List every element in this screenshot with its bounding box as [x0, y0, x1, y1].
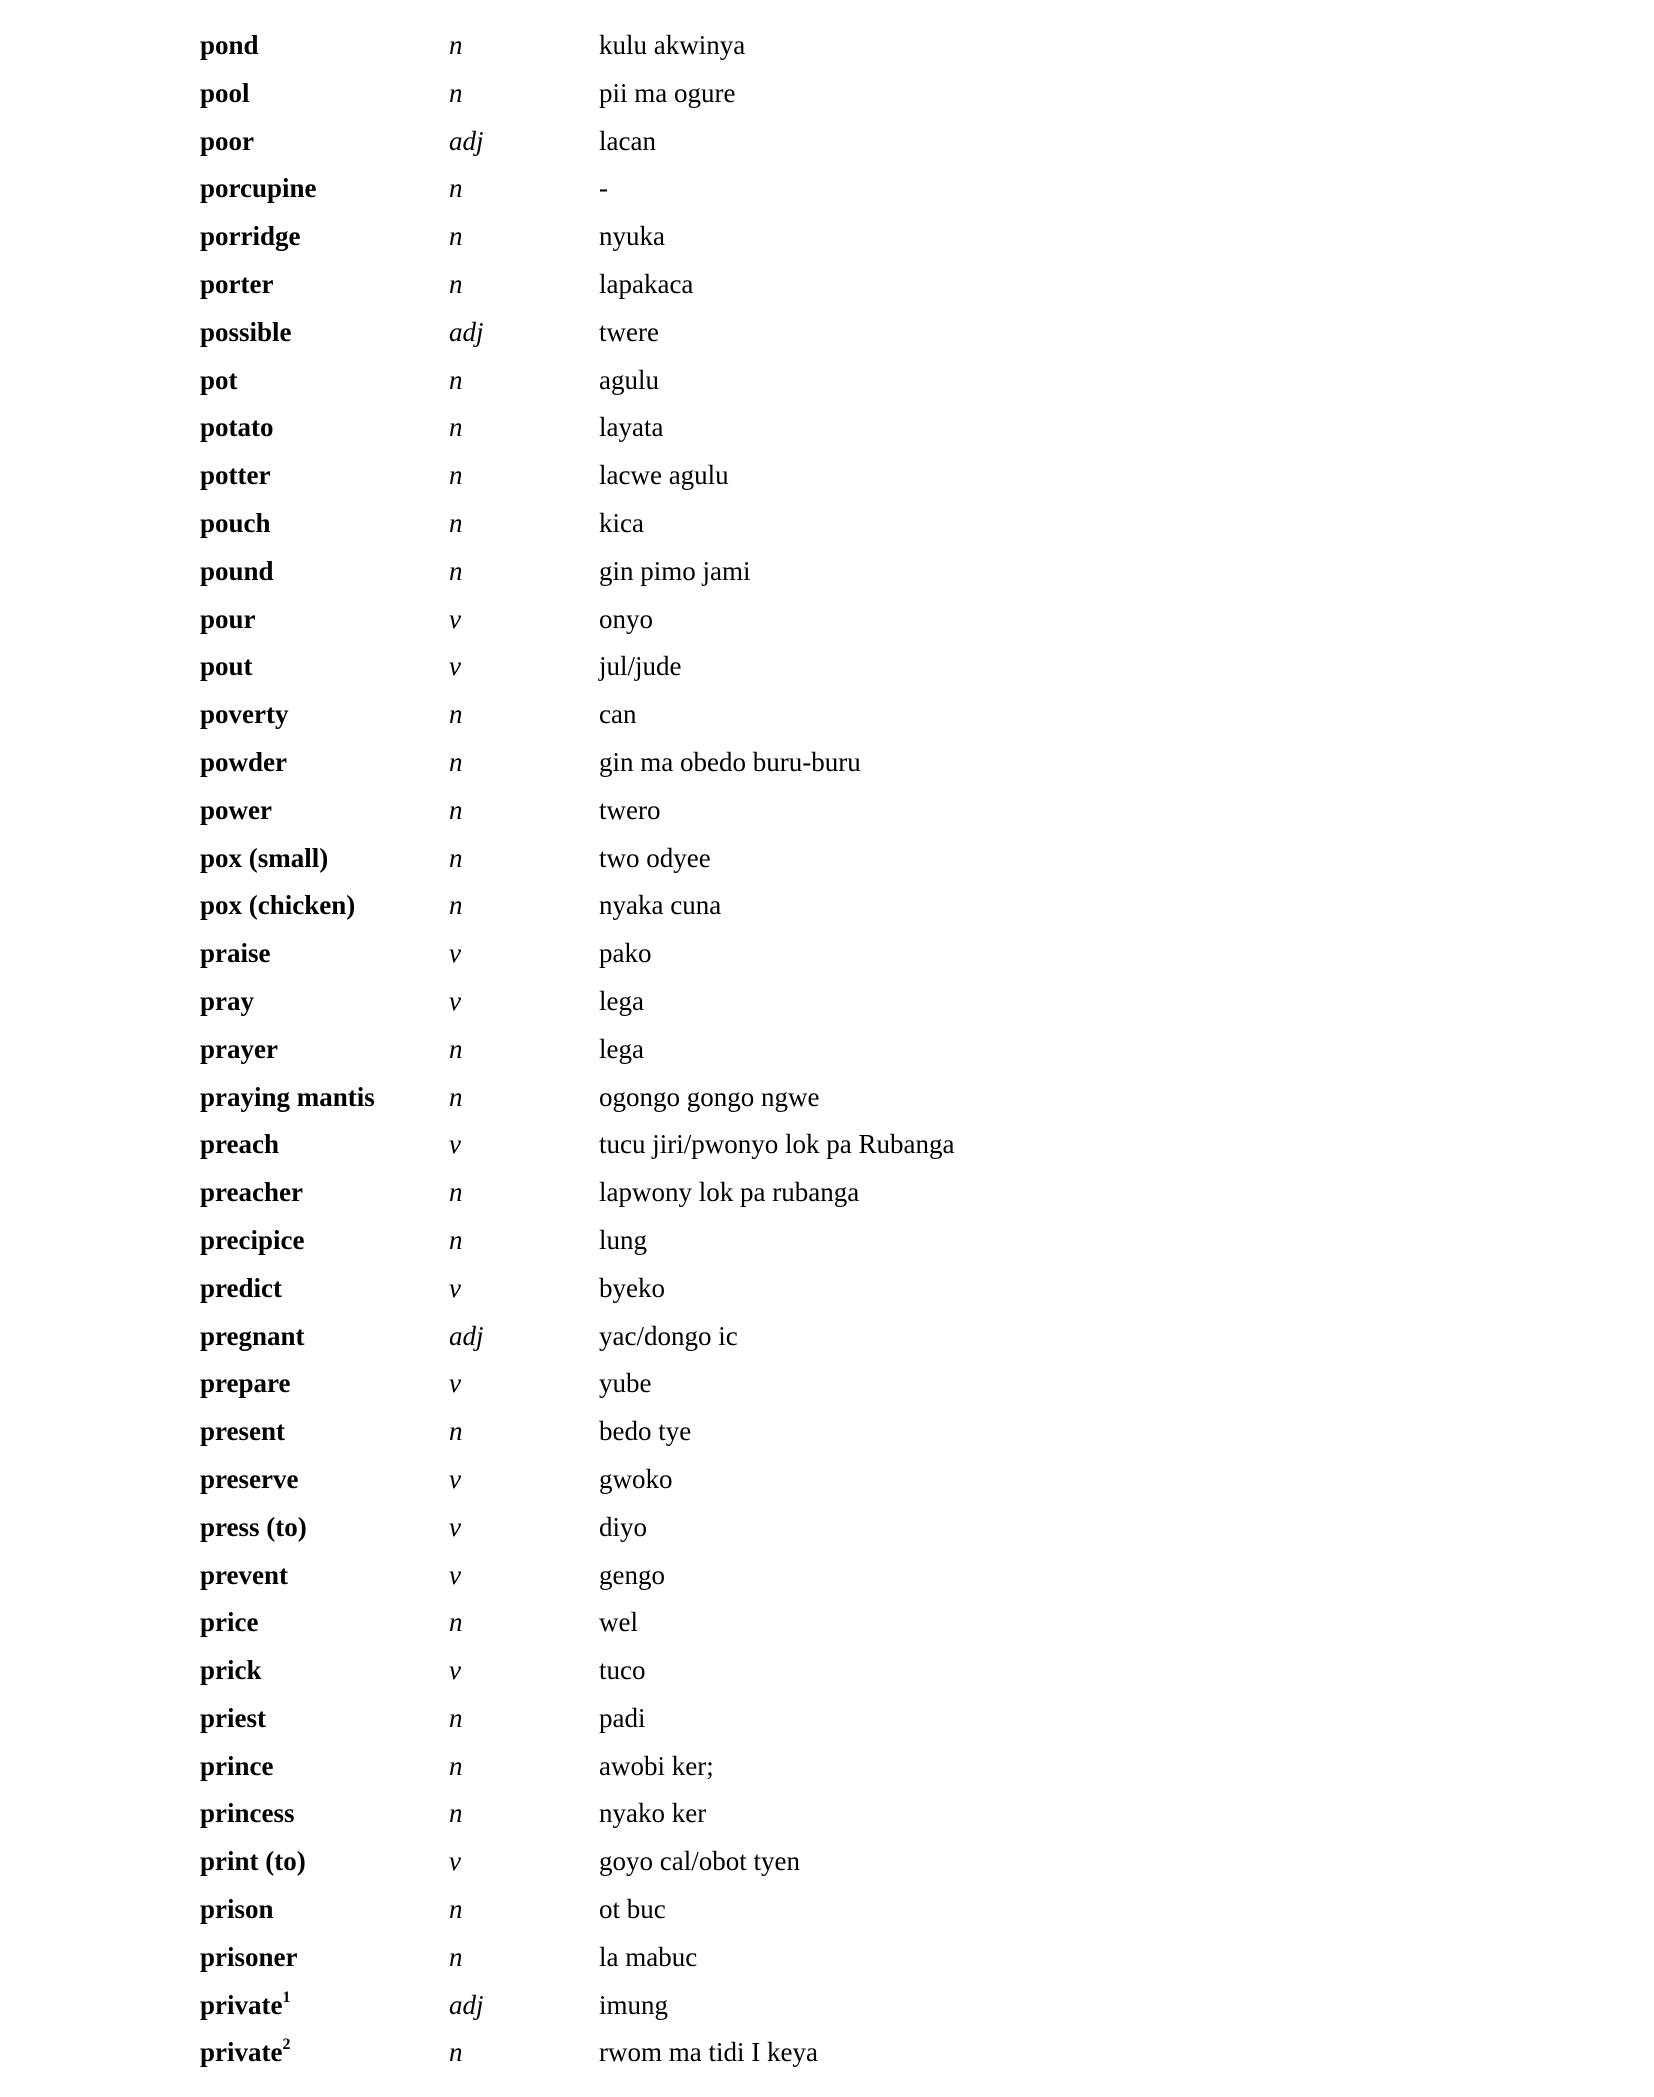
entry-translation: gengo: [599, 1559, 665, 1590]
part-of-speech: n: [449, 699, 463, 730]
headword-text: preserve: [200, 1463, 299, 1494]
headword-text: pregnant: [200, 1320, 305, 1351]
entry-translation: diyo: [599, 1511, 648, 1542]
headword-text: prince: [200, 1750, 274, 1781]
headword-text: power: [200, 794, 272, 825]
headword-text: press (to): [200, 1511, 307, 1542]
entry-headword: [200, 1074, 449, 1122]
part-of-speech: n: [449, 555, 463, 586]
part-of-speech: v: [449, 1129, 461, 1160]
entry-translation: lacwe agulu: [599, 460, 729, 491]
entry-translation: onyo: [599, 603, 653, 634]
dictionary-entry: [200, 1934, 1500, 1982]
entry-headword: [200, 1360, 449, 1408]
headword-text: porter: [200, 268, 274, 299]
part-of-speech: v: [449, 1272, 461, 1303]
homonym-number: 1: [282, 1988, 291, 2006]
part-of-speech: n: [449, 1702, 463, 1733]
part-of-speech: n: [449, 1798, 463, 1829]
part-of-speech: n: [449, 842, 463, 873]
part-of-speech: v: [449, 651, 461, 682]
entry-translation: agulu: [599, 364, 659, 395]
entry-headword: [200, 309, 449, 357]
part-of-speech: n: [449, 1033, 463, 1064]
headword-text: preacher: [200, 1177, 303, 1208]
dictionary-entry: [200, 1886, 1500, 1934]
part-of-speech: n: [449, 2037, 463, 2068]
entry-translation: yube: [599, 1368, 652, 1399]
headword-text: praise: [200, 938, 271, 969]
headword-text: prepare: [200, 1368, 291, 1399]
headword-text: precipice: [200, 1224, 305, 1255]
entry-headword: [200, 1217, 449, 1265]
entry-translation: ogongo gongo ngwe: [599, 1081, 820, 1112]
headword-text: prison: [200, 1894, 274, 1925]
headword-text: prayer: [200, 1033, 278, 1064]
dictionary-entry: [200, 309, 1500, 357]
dictionary-entry: [200, 1599, 1500, 1647]
part-of-speech: n: [449, 221, 463, 252]
entry-headword: [200, 118, 449, 166]
entry-headword: [200, 1934, 449, 1982]
entry-translation: two odyee: [599, 842, 711, 873]
dictionary-entry: [200, 1552, 1500, 1600]
dictionary-entry: [200, 452, 1500, 500]
headword-text: prick: [200, 1655, 262, 1686]
headword-text: pool: [200, 77, 250, 108]
entry-translation: yac/dongo ic: [599, 1320, 738, 1351]
entry-translation: kica: [599, 507, 644, 538]
entry-headword: [200, 22, 449, 70]
entry-translation: nyuka: [599, 221, 665, 252]
entry-translation: awobi ker;: [599, 1750, 714, 1781]
headword-text: present: [200, 1416, 285, 1447]
entry-translation: tuco: [599, 1655, 646, 1686]
entry-headword: [200, 357, 449, 405]
entry-translation: byeko: [599, 1272, 665, 1303]
dictionary-entry: [200, 1743, 1500, 1791]
dictionary-entry: [200, 930, 1500, 978]
entry-translation: lega: [599, 985, 644, 1016]
headword-text: pour: [200, 603, 256, 634]
entry-headword: [200, 739, 449, 787]
dictionary-entry: [200, 2029, 1500, 2077]
dictionary-entry: [200, 1360, 1500, 1408]
entry-translation: -: [599, 173, 608, 204]
part-of-speech: adj: [449, 316, 484, 347]
dictionary-entry: [200, 787, 1500, 835]
entry-headword: [200, 978, 449, 1026]
entry-headword: [200, 1647, 449, 1695]
part-of-speech: n: [449, 1081, 463, 1112]
headword-text: pouch: [200, 507, 271, 538]
entry-translation: layata: [599, 412, 664, 443]
entry-translation: lega: [599, 1033, 644, 1064]
headword-text: porcupine: [200, 173, 317, 204]
entry-headword: [200, 452, 449, 500]
entry-translation: imung: [599, 1989, 669, 2020]
entry-headword: [200, 596, 449, 644]
headword-text: predict: [200, 1272, 282, 1303]
dictionary-entry: [200, 357, 1500, 405]
part-of-speech: n: [449, 1607, 463, 1638]
entry-headword: [200, 691, 449, 739]
headword-text: pray: [200, 985, 254, 1016]
headword-text: preach: [200, 1129, 279, 1160]
part-of-speech: v: [449, 1846, 461, 1877]
dictionary-entry: [200, 1408, 1500, 1456]
headword-text: possible: [200, 316, 292, 347]
entry-translation: gin ma obedo buru-buru: [599, 746, 861, 777]
entry-headword: [200, 548, 449, 596]
dictionary-entry: [200, 1790, 1500, 1838]
part-of-speech: v: [449, 938, 461, 969]
dictionary-entry: [200, 739, 1500, 787]
entry-headword: [200, 1408, 449, 1456]
entry-translation: padi: [599, 1702, 646, 1733]
part-of-speech: n: [449, 173, 463, 204]
entry-translation: lapakaca: [599, 268, 694, 299]
headword-text: private: [200, 2037, 283, 2068]
entry-translation: bedo tye: [599, 1416, 692, 1447]
part-of-speech: n: [449, 30, 463, 60]
entry-translation: gwoko: [599, 1463, 673, 1494]
dictionary-entry: [200, 118, 1500, 166]
part-of-speech: v: [449, 985, 461, 1016]
entry-translation: goyo cal/obot tyen: [599, 1846, 800, 1877]
dictionary-entry: [200, 22, 1500, 70]
entry-translation: tucu jiri/pwonyo lok pa Rubanga: [599, 1129, 955, 1160]
dictionary-entry: [200, 1695, 1500, 1743]
entry-translation: la mabuc: [599, 1941, 698, 1972]
dictionary-entry: [200, 643, 1500, 691]
dictionary-entry: [200, 1647, 1500, 1695]
headword-text: poor: [200, 125, 254, 156]
part-of-speech: v: [449, 603, 461, 634]
headword-text: pond: [200, 30, 259, 60]
entry-translation: gin pimo jami: [599, 555, 751, 586]
dictionary-entry: [200, 261, 1500, 309]
entry-headword: [200, 1790, 449, 1838]
headword-text: prevent: [200, 1559, 288, 1590]
part-of-speech: n: [449, 1177, 463, 1208]
entry-headword: [200, 500, 449, 548]
part-of-speech: n: [449, 890, 463, 921]
headword-text: pot: [200, 364, 238, 395]
dictionary-entry: [200, 1456, 1500, 1504]
entry-translation: nyaka cuna: [599, 890, 722, 921]
entry-headword: [200, 1313, 449, 1361]
entry-headword: [200, 1169, 449, 1217]
part-of-speech: n: [449, 507, 463, 538]
entry-headword: [200, 1838, 449, 1886]
entry-headword: [200, 404, 449, 452]
dictionary-entry: [200, 213, 1500, 261]
entry-headword: [200, 930, 449, 978]
part-of-speech: v: [449, 1511, 461, 1542]
entry-headword: [200, 213, 449, 261]
dictionary-entry: [200, 1313, 1500, 1361]
headword-text: priest: [200, 1702, 266, 1733]
entry-headword: [200, 1121, 449, 1169]
entry-translation: ot buc: [599, 1894, 666, 1925]
dictionary-entry: [200, 165, 1500, 213]
headword-text: potter: [200, 460, 271, 491]
dictionary-entry: [200, 404, 1500, 452]
part-of-speech: n: [449, 412, 463, 443]
entry-translation: pako: [599, 938, 652, 969]
entry-headword: [200, 70, 449, 118]
part-of-speech: n: [449, 77, 463, 108]
part-of-speech: n: [449, 1894, 463, 1925]
part-of-speech: n: [449, 268, 463, 299]
dictionary-entry: [200, 882, 1500, 930]
entry-translation: lacan: [599, 125, 656, 156]
dictionary-entry: [200, 691, 1500, 739]
entry-translation: jul/jude: [599, 651, 682, 682]
entry-headword: [200, 1982, 449, 2030]
entry-translation: pii ma ogure: [599, 77, 736, 108]
entry-headword: [200, 2029, 449, 2077]
part-of-speech: adj: [449, 1320, 484, 1351]
dictionary-entry: [200, 978, 1500, 1026]
part-of-speech: v: [449, 1559, 461, 1590]
dictionary-entry: [200, 1169, 1500, 1217]
entry-headword: [200, 1886, 449, 1934]
entry-headword: [200, 165, 449, 213]
entry-translation: lapwony lok pa rubanga: [599, 1177, 860, 1208]
homonym-number: 2: [282, 2036, 291, 2054]
dictionary-entry: [200, 1026, 1500, 1074]
part-of-speech: n: [449, 1941, 463, 1972]
part-of-speech: v: [449, 1368, 461, 1399]
dictionary-entry: [200, 596, 1500, 644]
entry-translation: twere: [599, 316, 659, 347]
headword-text: potato: [200, 412, 274, 443]
dictionary-entry: [200, 1504, 1500, 1552]
part-of-speech: n: [449, 1416, 463, 1447]
headword-text: pound: [200, 555, 274, 586]
part-of-speech: adj: [449, 1989, 484, 2020]
dictionary-entry: [200, 835, 1500, 883]
dictionary-entry: [200, 1838, 1500, 1886]
part-of-speech: adj: [449, 125, 484, 156]
entry-headword: [200, 1552, 449, 1600]
dictionary-entry: [200, 1121, 1500, 1169]
part-of-speech: n: [449, 1750, 463, 1781]
dictionary-entry: [200, 1217, 1500, 1265]
entry-translation: kulu akwinya: [599, 30, 746, 60]
dictionary-entry: [200, 548, 1500, 596]
headword-text: pox (small): [200, 842, 329, 873]
entry-headword: [200, 1456, 449, 1504]
headword-text: private: [200, 1989, 283, 2020]
entry-headword: [200, 643, 449, 691]
headword-text: prisoner: [200, 1941, 298, 1972]
part-of-speech: n: [449, 794, 463, 825]
part-of-speech: n: [449, 1224, 463, 1255]
entry-translation: rwom ma tidi I keya: [599, 2037, 818, 2068]
part-of-speech: n: [449, 746, 463, 777]
dictionary-entry-list: [200, 22, 1500, 2077]
part-of-speech: n: [449, 364, 463, 395]
entry-headword: [200, 1265, 449, 1313]
entry-translation: lung: [599, 1224, 648, 1255]
part-of-speech: v: [449, 1655, 461, 1686]
entry-headword: [200, 261, 449, 309]
dictionary-entry: [200, 1265, 1500, 1313]
entry-translation: twero: [599, 794, 661, 825]
headword-text: price: [200, 1607, 259, 1638]
entry-headword: [200, 1695, 449, 1743]
headword-text: pox (chicken): [200, 890, 356, 921]
entry-headword: [200, 1599, 449, 1647]
headword-text: princess: [200, 1798, 295, 1829]
dictionary-entry: [200, 1982, 1500, 2030]
headword-text: poverty: [200, 699, 289, 730]
dictionary-entry: [200, 500, 1500, 548]
headword-text: porridge: [200, 221, 301, 252]
entry-headword: [200, 882, 449, 930]
headword-text: praying mantis: [200, 1081, 375, 1112]
entry-headword: [200, 835, 449, 883]
entry-headword: [200, 1743, 449, 1791]
headword-text: powder: [200, 746, 287, 777]
dictionary-entry: [200, 70, 1500, 118]
dictionary-entry: [200, 1074, 1500, 1122]
part-of-speech: n: [449, 460, 463, 491]
part-of-speech: v: [449, 1463, 461, 1494]
entry-translation: nyako ker: [599, 1798, 707, 1829]
headword-text: pout: [200, 651, 253, 682]
entry-headword: [200, 787, 449, 835]
entry-headword: [200, 1026, 449, 1074]
entry-headword: [200, 1504, 449, 1552]
headword-text: print (to): [200, 1846, 306, 1877]
entry-translation: can: [599, 699, 637, 730]
entry-translation: wel: [599, 1607, 638, 1638]
